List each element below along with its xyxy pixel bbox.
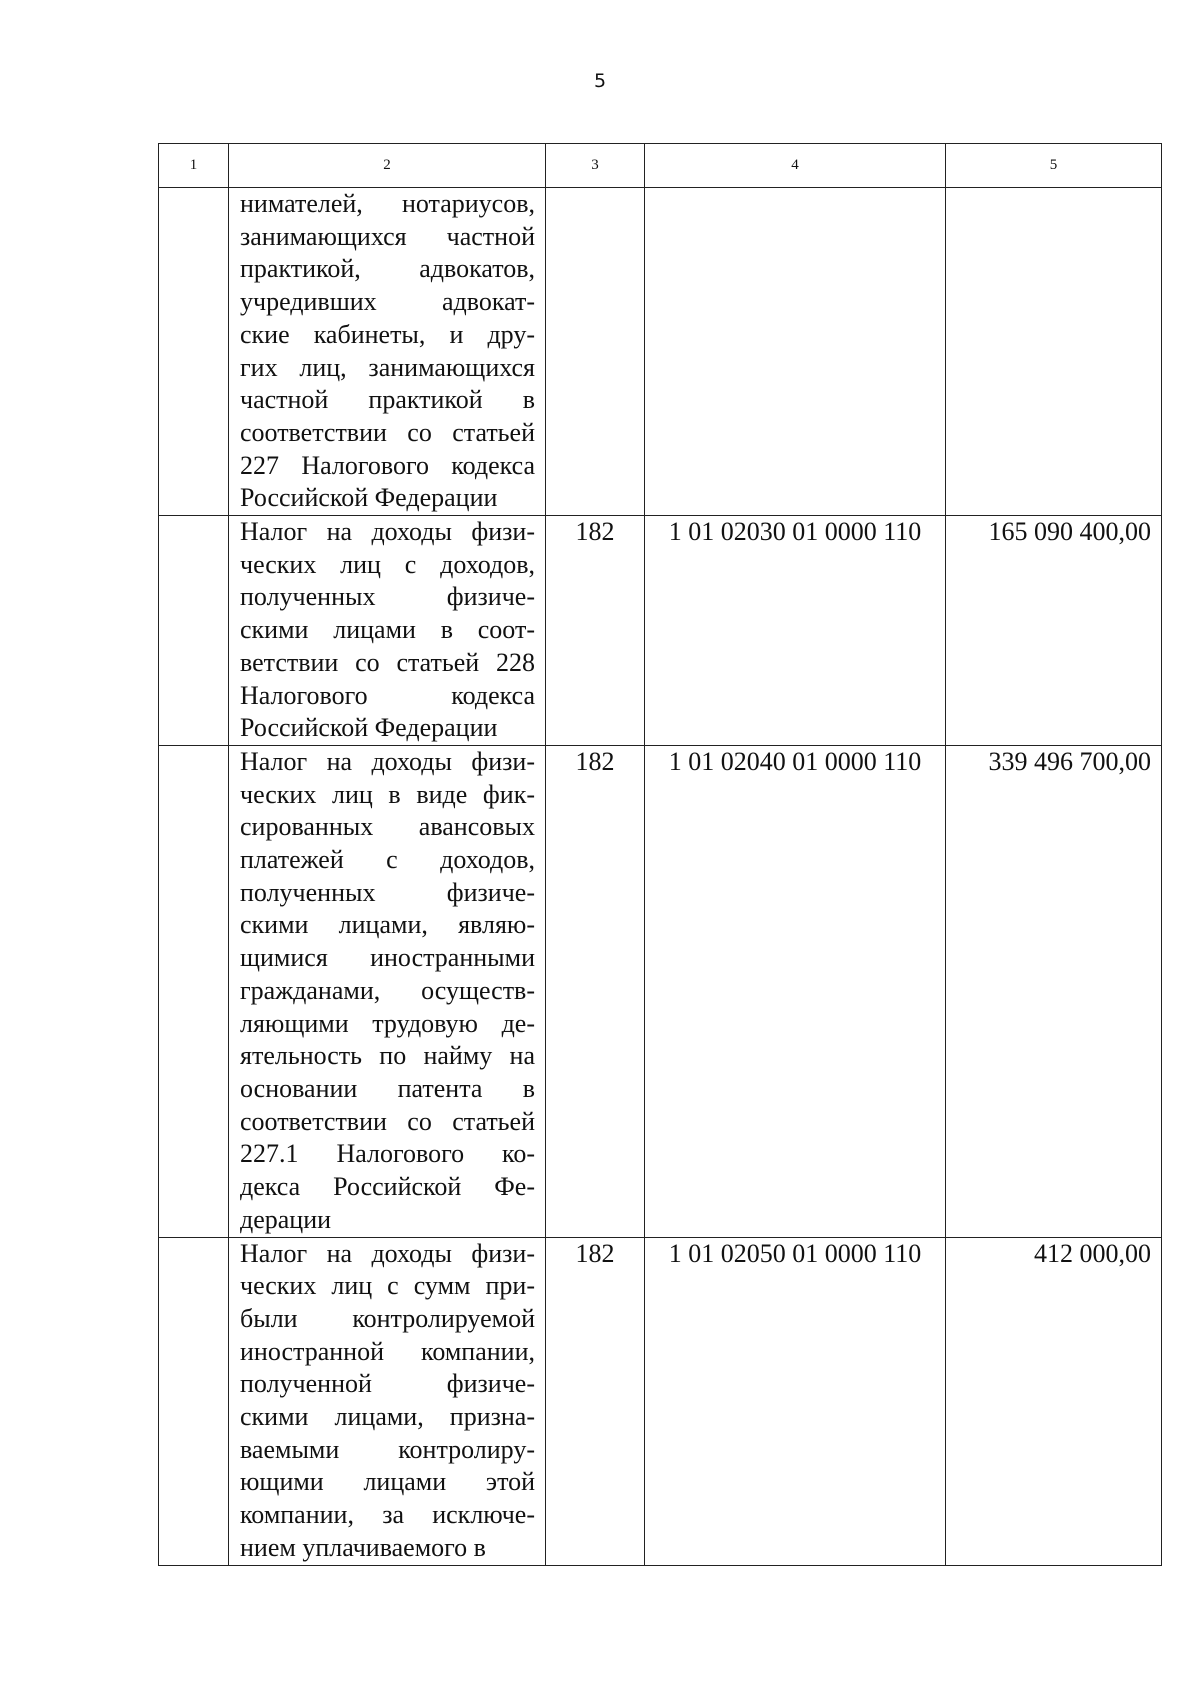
budget-code-cell: 1 01 02040 01 0000 110 [645, 745, 946, 1237]
description-line: компании, за исключе- [240, 1500, 535, 1530]
description-line: 227.1 Налогового ко- [240, 1139, 535, 1169]
header-col-4: 4 [645, 144, 946, 188]
admin-code-cell [546, 188, 645, 516]
description-line: гражданами, осуществ- [240, 975, 535, 1005]
description-line: 227 Налогового кодекса [240, 450, 535, 480]
description-cell [229, 188, 546, 516]
description-line: ские кабинеты, и дру- [240, 319, 535, 349]
table-row [159, 516, 1162, 746]
description-line: Налогового кодекса [240, 680, 535, 710]
amount-cell: 412 000,00 [946, 1237, 1162, 1565]
description-line: ющими лицами этой [240, 1467, 535, 1497]
header-col-3: 3 [546, 144, 645, 188]
description-cell [229, 516, 546, 746]
admin-code-cell: 182 [546, 745, 645, 1237]
budget-code-cell: 1 01 02050 01 0000 110 [645, 1237, 946, 1565]
amount-cell: 339 496 700,00 [946, 745, 1162, 1237]
description-line: ческих лиц с сумм при- [240, 1271, 535, 1301]
budget-code-cell [645, 188, 946, 516]
description-line: декса Российской Фе- [240, 1172, 535, 1202]
description-line: ческих лиц в виде фик- [240, 779, 535, 809]
row-number-cell [159, 745, 229, 1237]
description-line: соответствии со статьей [240, 417, 535, 447]
description-line: Налог на доходы физи- [240, 517, 535, 547]
description-line: ятельность по найму на [240, 1041, 535, 1071]
description-line: основании патента в [240, 1073, 535, 1103]
description-line: скими лицами в соот- [240, 615, 535, 645]
table-row [159, 188, 1162, 516]
amount-cell: 165 090 400,00 [946, 516, 1162, 746]
description-line: полученных физиче- [240, 582, 535, 612]
description-line: нимателей, нотариусов, [240, 189, 535, 218]
description-cell [229, 1237, 546, 1565]
row-number-cell [159, 188, 229, 516]
description-line: гих лиц, занимающихся [240, 352, 535, 382]
row-number-cell [159, 1237, 229, 1565]
revenue-table [158, 143, 1162, 1566]
description-line: ляющими трудовую де- [240, 1008, 535, 1038]
description-line: ваемыми контролиру- [240, 1434, 535, 1464]
description-line: частной практикой в [240, 385, 535, 415]
description-line: Российской Федерации [240, 713, 498, 743]
admin-code-cell: 182 [546, 516, 645, 746]
description-line: соответствии со статьей [240, 1106, 535, 1136]
amount-cell [946, 188, 1162, 516]
description-line: иностранной компании, [240, 1336, 535, 1366]
page-number: 5 [593, 70, 607, 92]
table-row [159, 745, 1162, 1237]
header-col-5: 5 [946, 144, 1162, 188]
description-line: Российской Федерации [240, 483, 498, 513]
description-line: ческих лиц с доходов, [240, 549, 535, 579]
description-line: Налог на доходы физи- [240, 746, 535, 776]
description-line: занимающихся частной [240, 221, 535, 251]
description-line: платежей с доходов, [240, 845, 535, 875]
budget-code-cell: 1 01 02030 01 0000 110 [645, 516, 946, 746]
description-line: нием уплачиваемого в [240, 1532, 486, 1562]
description-line: Налог на доходы физи- [240, 1238, 535, 1268]
description-line: практикой, адвокатов, [240, 254, 535, 284]
table-header-row [159, 144, 1162, 188]
description-line: дерации [240, 1204, 332, 1234]
table-row [159, 1237, 1162, 1565]
description-line: щимися иностранными [240, 943, 535, 973]
description-cell [229, 745, 546, 1237]
description-line: были контролируемой [240, 1303, 535, 1333]
description-line: полученной физиче- [240, 1369, 535, 1399]
description-line: ветствии со статьей 228 [240, 647, 535, 677]
header-col-1: 1 [159, 144, 229, 188]
description-line: скими лицами, призна- [240, 1402, 535, 1432]
description-line: полученных физиче- [240, 877, 535, 907]
description-line: учредивших адвокат- [240, 287, 535, 317]
header-col-2: 2 [229, 144, 546, 188]
description-line: скими лицами, являю- [240, 910, 535, 940]
description-line: сированных авансовых [240, 812, 535, 842]
row-number-cell [159, 516, 229, 746]
admin-code-cell: 182 [546, 1237, 645, 1565]
